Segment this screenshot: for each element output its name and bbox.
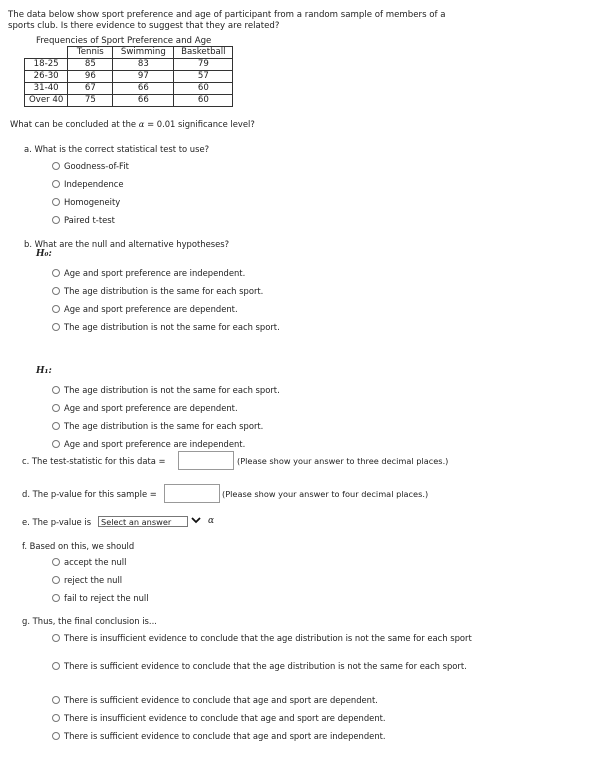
h0-option-not-same-distribution[interactable]: The age distribution is not the same for each sport. [52, 318, 280, 336]
h1-option-dependent[interactable]: Age and sport preference are dependent. [52, 399, 280, 417]
question-g-prompt: g. Thus, the final conclusion is... [22, 616, 157, 626]
option-paired-t-test[interactable]: Paired t-test [52, 211, 129, 229]
option-reject-null[interactable]: reject the null [52, 571, 149, 589]
h1-option-same-distribution[interactable]: The age distribution is the same for each sport. [52, 417, 280, 435]
question-d-prompt: d. The p-value for this sample = [22, 489, 157, 499]
radio-icon[interactable] [52, 198, 60, 206]
radio-icon[interactable] [52, 594, 60, 602]
radio-icon[interactable] [52, 323, 60, 331]
test-statistic-input[interactable] [178, 451, 234, 470]
question-f-prompt: f. Based on this, we should [22, 541, 135, 551]
table-caption: Frequencies of Sport Preference and Age [36, 36, 212, 46]
table-row: 31-40 67 66 60 [25, 83, 233, 95]
question-a-prompt: a. What is the correct statistical test to use? [24, 144, 210, 154]
question-b-prompt: b. What are the null and alternative hypotheses? [24, 239, 230, 249]
radio-icon[interactable] [52, 216, 60, 224]
col-header-basketball: Basketball [174, 47, 233, 59]
h0-option-dependent[interactable]: Age and sport preference are dependent. [52, 300, 280, 318]
p-value-comparison-select[interactable]: Select an answer [98, 516, 188, 527]
option-fail-to-reject-null[interactable]: fail to reject the null [52, 589, 149, 607]
significance-question: What can be concluded at the α = 0.01 significance level? [10, 119, 255, 129]
radio-icon[interactable] [52, 576, 60, 584]
conclusion-option-3[interactable]: There is sufficient evidence to conclude that age and sport are dependent. [52, 691, 492, 709]
radio-icon[interactable] [52, 732, 60, 740]
table-row: Over 40 75 66 60 [25, 95, 233, 107]
conclusion-option-1[interactable]: There is insufficient evidence to conclude that the age distribution is not the same for each sport [52, 633, 472, 643]
radio-icon[interactable] [52, 696, 60, 704]
question-c-prompt: c. The test-statistic for this data = [22, 456, 166, 466]
question-e-prompt: e. The p-value is [22, 517, 92, 527]
frequency-table [24, 36, 233, 107]
radio-icon[interactable] [52, 180, 60, 188]
table-row: 26-30 96 97 57 [25, 71, 233, 83]
radio-icon[interactable] [52, 305, 60, 313]
h1-option-independent[interactable]: Age and sport preference are independent. [52, 435, 280, 453]
h1-label: H₁: [36, 366, 52, 376]
alpha-symbol-e: α [208, 516, 215, 526]
question-d-hint: (Please show your answer to four decimal places.) [222, 489, 429, 499]
h0-option-independent[interactable]: Age and sport preference are independent. [52, 264, 280, 282]
radio-icon[interactable] [52, 269, 60, 277]
radio-icon[interactable] [52, 634, 60, 642]
radio-icon[interactable] [52, 558, 60, 566]
question-f-options [52, 553, 149, 607]
h0-options [52, 264, 280, 336]
radio-icon[interactable] [52, 162, 60, 170]
p-value-input[interactable] [164, 484, 220, 503]
conclusion-option-4[interactable]: There is insufficient evidence to conclude that age and sport are dependent. [52, 709, 492, 727]
intro-text: The data below show sport preference and age of participant from a random sample of members of a sports club. Is there evidence to suggest that they are related? [8, 10, 446, 31]
h1-option-not-same-distribution[interactable]: The age distribution is not the same for each sport. [52, 381, 280, 399]
col-header-swimming: Swimming [113, 47, 174, 59]
radio-icon[interactable] [52, 440, 60, 448]
option-accept-null[interactable]: accept the null [52, 553, 149, 571]
option-independence[interactable]: Independence [52, 175, 129, 193]
conclusion-option-5[interactable]: There is sufficient evidence to conclude that age and sport are independent. [52, 727, 492, 745]
option-homogeneity[interactable]: Homogeneity [52, 193, 129, 211]
h0-option-same-distribution[interactable]: The age distribution is the same for each sport. [52, 282, 280, 300]
h1-options [52, 381, 280, 453]
radio-icon[interactable] [52, 386, 60, 394]
radio-icon[interactable] [52, 662, 60, 670]
question-a-options [52, 157, 129, 229]
conclusion-option-2[interactable]: There is sufficient evidence to conclude that the age distribution is not the same for each sport. [52, 661, 472, 671]
radio-icon[interactable] [52, 287, 60, 295]
option-goodness-of-fit[interactable]: Goodness-of-Fit [52, 157, 129, 175]
alpha-symbol: α [138, 119, 145, 129]
radio-icon[interactable] [52, 714, 60, 722]
col-header-tennis: Tennis [68, 47, 113, 59]
h0-label: H₀: [36, 249, 52, 259]
radio-icon[interactable] [52, 422, 60, 430]
question-c-hint: (Please show your answer to three decimal places.) [237, 456, 449, 466]
radio-icon[interactable] [52, 404, 60, 412]
chevron-down-icon[interactable] [191, 515, 201, 528]
table-row: 18-25 85 83 79 [25, 59, 233, 71]
